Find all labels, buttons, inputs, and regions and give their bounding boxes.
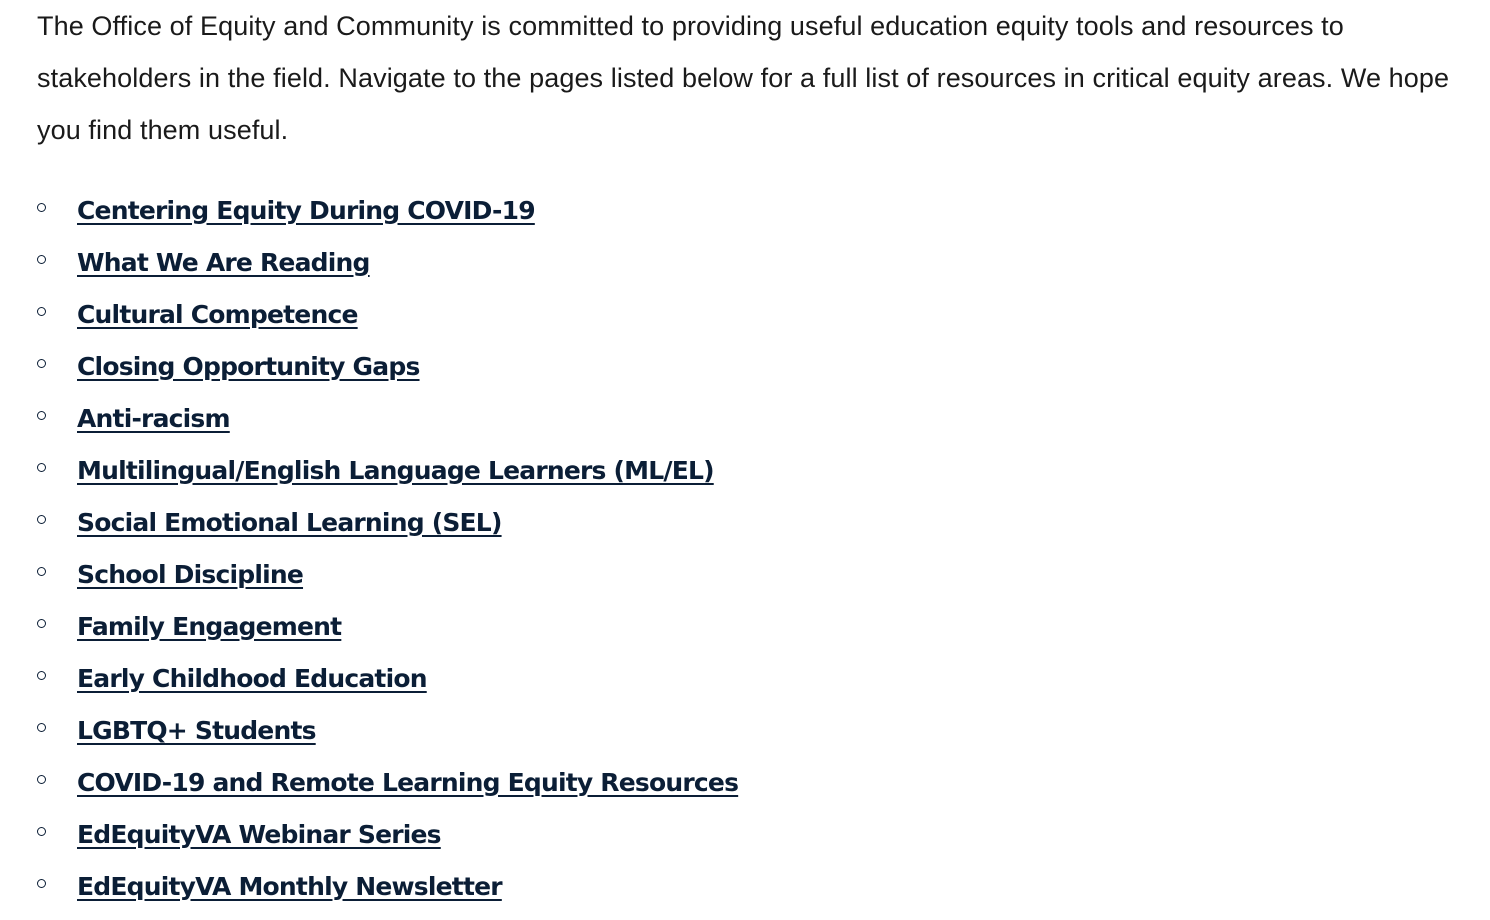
intro-paragraph: The Office of Equity and Community is committed to providing useful education equity tools and resources to stakeholders in the field. Navigate to the pages listed below for a full list of resources in critical equity areas. We hope you find them useful. [37,11,1450,145]
circle-bullet-icon [37,775,46,784]
circle-bullet-icon [37,619,46,628]
circle-bullet-icon [37,255,46,264]
link-lgbtq-students[interactable]: LGBTQ+ Students [77,715,316,745]
link-edequityva-monthly-newsletter[interactable]: EdEquityVA Monthly Newsletter [77,871,502,901]
circle-bullet-icon [37,307,46,316]
link-edequityva-webinar-series[interactable]: EdEquityVA Webinar Series [77,819,441,849]
link-school-discipline[interactable]: School Discipline [77,559,304,589]
link-what-we-are-reading[interactable]: What We Are Reading [77,247,370,277]
list-item [37,600,1477,652]
list-item [37,288,1477,340]
link-family-engagement[interactable]: Family Engagement [77,611,342,641]
list-item [37,184,1477,236]
circle-bullet-icon [37,567,46,576]
circle-bullet-icon [37,723,46,732]
link-covid-19-remote-learning-equity-resources[interactable]: COVID-19 and Remote Learning Equity Resources [77,767,739,797]
link-closing-opportunity-gaps[interactable]: Closing Opportunity Gaps [77,351,420,381]
link-multilingual-english-language-learners[interactable]: Multilingual/English Language Learners (ML/EL) [77,455,714,485]
list-item [37,756,1477,808]
list-item [37,340,1477,392]
circle-bullet-icon [37,359,46,368]
link-early-childhood-education[interactable]: Early Childhood Education [77,663,427,693]
link-social-emotional-learning[interactable]: Social Emotional Learning (SEL) [77,507,502,537]
circle-bullet-icon [37,411,46,420]
circle-bullet-icon [37,879,46,888]
list-item [37,496,1477,548]
link-anti-racism[interactable]: Anti-racism [77,403,230,433]
list-item [37,704,1477,756]
circle-bullet-icon [37,463,46,472]
main-content [37,0,1477,912]
list-item [37,392,1477,444]
circle-bullet-icon [37,515,46,524]
list-item [37,444,1477,496]
circle-bullet-icon [37,671,46,680]
link-centering-equity-during-covid-19[interactable]: Centering Equity During COVID-19 [77,195,535,225]
list-item [37,652,1477,704]
list-item [37,236,1477,288]
link-cultural-competence[interactable]: Cultural Competence [77,299,358,329]
circle-bullet-icon [37,827,46,836]
resource-list [37,184,1477,912]
list-item [37,808,1477,860]
list-item [37,860,1477,912]
circle-bullet-icon [37,203,46,212]
list-item [37,548,1477,600]
